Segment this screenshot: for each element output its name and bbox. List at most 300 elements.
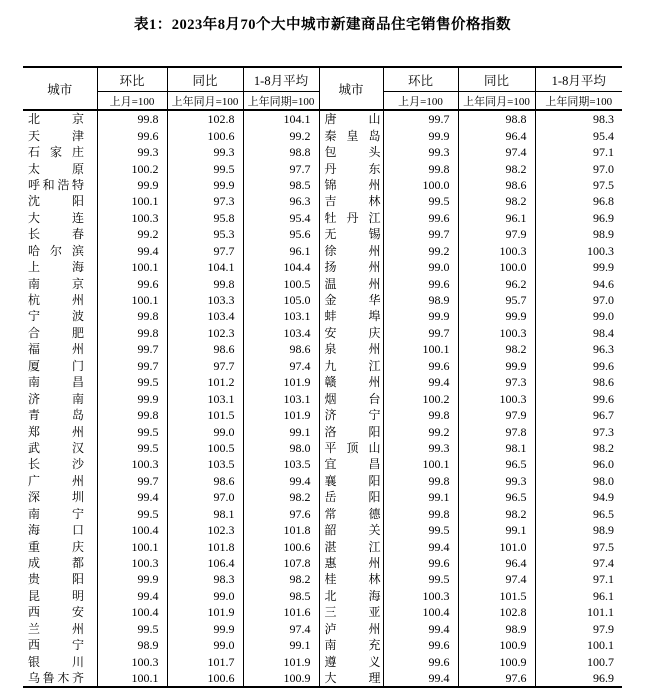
city-cell	[319, 226, 383, 242]
city-cell	[23, 653, 97, 669]
city-cell	[23, 670, 97, 687]
city-name: 贵 阳	[28, 572, 84, 587]
header-avg-base-right: 上年同期=100	[535, 92, 622, 111]
city-cell	[319, 308, 383, 324]
city-cell	[23, 637, 97, 653]
city-name: 大 连	[28, 210, 84, 225]
city-cell	[319, 341, 383, 357]
city-name: 唐 山	[324, 112, 381, 127]
value-cell: 101.6	[243, 604, 319, 620]
value-cell: 101.8	[167, 538, 243, 554]
value-cell: 100.6	[167, 670, 243, 687]
city-name: 金 华	[324, 293, 381, 308]
value-cell: 99.9	[458, 358, 535, 374]
city-cell	[23, 571, 97, 587]
city-name: 大 理	[324, 671, 381, 686]
city-cell	[23, 144, 97, 160]
value-cell: 98.6	[458, 177, 535, 193]
city-cell	[319, 621, 383, 637]
city-name: 洛 阳	[324, 424, 381, 439]
value-cell: 98.9	[593, 523, 614, 538]
value-cell: 99.4	[383, 670, 458, 687]
value-cell: 99.6	[97, 275, 167, 291]
city-cell	[319, 440, 383, 456]
city-name: 锦 州	[324, 177, 381, 192]
value-cell: 99.2	[243, 127, 319, 143]
table-row	[23, 193, 622, 209]
value-cell: 99.4	[383, 374, 458, 390]
city-name: 丹 东	[324, 161, 381, 176]
city-cell	[319, 144, 383, 160]
city-cell	[23, 160, 97, 176]
city-name: 湛 江	[324, 539, 381, 554]
city-name: 合 肥	[28, 325, 84, 340]
value-cell: 101.7	[167, 653, 243, 669]
table-row	[23, 243, 622, 259]
city-cell	[319, 571, 383, 587]
header-city-right: 城市	[319, 67, 383, 110]
value-cell: 99.8	[167, 275, 243, 291]
value-cell: 98.9	[593, 227, 614, 242]
value-cell: 101.9	[167, 604, 243, 620]
value-cell: 100.3	[97, 555, 167, 571]
city-cell	[319, 555, 383, 571]
table-row	[23, 325, 622, 341]
city-cell	[319, 210, 383, 226]
city-cell	[319, 538, 383, 554]
value-cell: 99.7	[97, 341, 167, 357]
value-cell: 100.3	[458, 243, 535, 259]
city-name: 徐 州	[324, 243, 381, 258]
value-cell: 99.9	[97, 571, 167, 587]
value-cell: 97.5	[593, 177, 614, 192]
value-cell: 100.1	[97, 259, 167, 275]
value-cell: 102.8	[458, 604, 535, 620]
city-name: 海 口	[28, 523, 84, 538]
city-cell	[319, 374, 383, 390]
city-name: 岳 阳	[324, 490, 381, 505]
table-row	[23, 506, 622, 522]
city-cell	[319, 473, 383, 489]
value-cell: 97.4	[243, 621, 319, 637]
value-cell: 100.4	[97, 522, 167, 538]
value-cell: 100.5	[167, 440, 243, 456]
value-cell: 97.0	[167, 489, 243, 505]
value-cell: 98.9	[97, 637, 167, 653]
value-cell: 100.2	[383, 390, 458, 406]
table-row	[23, 160, 622, 176]
value-cell: 99.6	[593, 358, 614, 373]
table-row	[23, 110, 622, 127]
city-name: 温 州	[324, 276, 381, 291]
city-name: 沈 阳	[28, 194, 84, 209]
value-cell: 100.4	[383, 604, 458, 620]
city-cell	[319, 522, 383, 538]
city-name: 广 州	[28, 473, 84, 488]
table-row	[23, 473, 622, 489]
value-cell: 99.8	[97, 407, 167, 423]
value-cell: 99.4	[243, 473, 319, 489]
value-cell: 99.5	[97, 374, 167, 390]
city-cell	[319, 275, 383, 291]
value-cell: 97.1	[593, 572, 614, 587]
value-cell: 99.4	[383, 621, 458, 637]
value-cell: 103.5	[167, 456, 243, 472]
table-row	[23, 456, 622, 472]
value-cell: 97.9	[593, 621, 614, 636]
city-cell	[23, 341, 97, 357]
city-cell	[319, 506, 383, 522]
city-name: 桂 林	[324, 572, 381, 587]
value-cell: 97.1	[593, 145, 614, 160]
value-cell: 99.0	[593, 309, 614, 324]
city-cell	[23, 407, 97, 423]
header-mom-base-right: 上月=100	[383, 92, 458, 111]
value-cell: 100.1	[383, 341, 458, 357]
table-row	[23, 588, 622, 604]
value-cell: 98.3	[593, 112, 614, 127]
value-cell: 99.9	[593, 260, 614, 275]
city-cell	[23, 325, 97, 341]
header-avg-left: 1-8月平均	[243, 67, 319, 92]
city-cell	[319, 637, 383, 653]
city-name: 武 汉	[28, 440, 84, 455]
value-cell: 99.5	[97, 506, 167, 522]
value-cell: 100.3	[383, 588, 458, 604]
city-cell	[23, 604, 97, 620]
value-cell: 98.0	[243, 440, 319, 456]
price-index-table	[23, 66, 622, 688]
city-cell	[23, 621, 97, 637]
value-cell: 103.3	[167, 292, 243, 308]
value-cell: 99.9	[97, 390, 167, 406]
city-name: 无 锡	[324, 227, 381, 242]
city-name: 赣 州	[324, 375, 381, 390]
city-name: 宁 波	[28, 309, 84, 324]
value-cell: 103.1	[243, 308, 319, 324]
value-cell: 106.4	[167, 555, 243, 571]
city-name: 秦 皇 岛	[324, 128, 381, 143]
header-avg-right: 1-8月平均	[535, 67, 622, 92]
value-cell: 101.0	[458, 538, 535, 554]
city-cell	[23, 588, 97, 604]
value-cell: 99.0	[383, 259, 458, 275]
value-cell: 99.0	[167, 588, 243, 604]
value-cell: 98.1	[458, 440, 535, 456]
city-name: 北 海	[324, 588, 381, 603]
value-cell: 100.9	[243, 670, 319, 687]
value-cell: 100.3	[458, 325, 535, 341]
table-row	[23, 571, 622, 587]
value-cell: 97.7	[167, 358, 243, 374]
table-row	[23, 292, 622, 308]
value-cell: 97.4	[458, 571, 535, 587]
city-cell	[319, 177, 383, 193]
value-cell: 99.9	[383, 127, 458, 143]
table-row	[23, 407, 622, 423]
table-row	[23, 489, 622, 505]
value-cell: 96.4	[458, 555, 535, 571]
table-title: 表1：2023年8月70个大中城市新建商品住宅销售价格指数	[134, 17, 511, 33]
city-name: 扬 州	[324, 260, 381, 275]
value-cell: 99.1	[243, 423, 319, 439]
city-cell	[319, 127, 383, 143]
value-cell: 99.5	[97, 423, 167, 439]
city-name: 青 岛	[28, 408, 84, 423]
value-cell: 99.4	[383, 538, 458, 554]
table-header	[23, 67, 622, 110]
value-cell: 96.1	[593, 588, 614, 603]
city-name: 昆 明	[28, 588, 84, 603]
city-cell	[319, 407, 383, 423]
value-cell: 97.6	[458, 670, 535, 687]
header-row-groups	[23, 67, 622, 92]
value-cell: 100.9	[458, 653, 535, 669]
header-mom-base-left: 上月=100	[97, 92, 167, 111]
value-cell: 96.4	[458, 127, 535, 143]
city-cell	[23, 110, 97, 127]
city-name: 惠 州	[324, 556, 381, 571]
value-cell: 98.3	[167, 571, 243, 587]
city-name: 长 沙	[28, 457, 84, 472]
value-cell: 100.6	[243, 538, 319, 554]
city-cell	[319, 358, 383, 374]
city-cell	[23, 243, 97, 259]
value-cell: 99.9	[97, 177, 167, 193]
city-cell	[319, 193, 383, 209]
city-cell	[23, 456, 97, 472]
city-name: 蚌 埠	[324, 309, 381, 324]
value-cell: 100.1	[97, 538, 167, 554]
value-cell: 99.5	[167, 160, 243, 176]
value-cell: 101.9	[243, 374, 319, 390]
header-yoy-left: 同比	[167, 67, 243, 92]
table-row	[23, 522, 622, 538]
value-cell: 99.9	[167, 621, 243, 637]
city-cell	[319, 489, 383, 505]
city-cell	[319, 670, 383, 687]
value-cell: 97.6	[243, 506, 319, 522]
value-cell: 96.3	[243, 193, 319, 209]
value-cell: 98.9	[383, 292, 458, 308]
table-row	[23, 555, 622, 571]
city-cell	[319, 604, 383, 620]
value-cell: 101.2	[167, 374, 243, 390]
city-cell	[319, 110, 383, 127]
city-name: 成 都	[28, 556, 84, 571]
header-city-left: 城市	[23, 67, 97, 110]
table-row	[23, 259, 622, 275]
value-cell: 97.7	[243, 160, 319, 176]
value-cell: 96.9	[593, 210, 614, 225]
city-name: 兰 州	[28, 621, 84, 636]
value-cell: 95.4	[593, 128, 614, 143]
value-cell: 98.2	[458, 160, 535, 176]
value-cell: 98.8	[243, 144, 319, 160]
value-cell: 98.6	[593, 375, 614, 390]
value-cell: 99.0	[167, 637, 243, 653]
header-yoy-base-right: 上年同月=100	[458, 92, 535, 111]
city-name: 北 京	[28, 112, 84, 127]
city-name: 呼 和 浩 特	[28, 177, 84, 192]
table-row	[23, 308, 622, 324]
city-cell	[319, 423, 383, 439]
value-cell: 95.7	[458, 292, 535, 308]
value-cell: 98.2	[458, 506, 535, 522]
value-cell: 99.8	[97, 308, 167, 324]
value-cell: 102.3	[167, 522, 243, 538]
table-row	[23, 374, 622, 390]
city-name: 韶 关	[324, 523, 381, 538]
city-cell	[23, 555, 97, 571]
value-cell: 99.1	[458, 522, 535, 538]
value-cell: 96.5	[458, 489, 535, 505]
value-cell: 99.0	[167, 423, 243, 439]
value-cell: 105.0	[243, 292, 319, 308]
value-cell: 100.1	[97, 292, 167, 308]
value-cell: 99.3	[458, 473, 535, 489]
table-row	[23, 144, 622, 160]
table-row	[23, 210, 622, 226]
value-cell: 98.4	[593, 325, 614, 340]
value-cell: 104.1	[167, 259, 243, 275]
value-cell: 95.4	[243, 210, 319, 226]
value-cell: 97.9	[458, 226, 535, 242]
value-cell: 98.2	[243, 571, 319, 587]
value-cell: 98.1	[167, 506, 243, 522]
value-cell: 99.5	[97, 621, 167, 637]
value-cell: 97.4	[593, 556, 614, 571]
city-name: 南 昌	[28, 375, 84, 390]
city-cell	[319, 160, 383, 176]
city-cell	[23, 259, 97, 275]
value-cell: 99.5	[97, 440, 167, 456]
city-name: 长 春	[28, 227, 84, 242]
city-cell	[319, 588, 383, 604]
table-row	[23, 604, 622, 620]
city-cell	[319, 259, 383, 275]
value-cell: 99.3	[167, 144, 243, 160]
city-cell	[319, 653, 383, 669]
value-cell: 98.6	[167, 473, 243, 489]
city-name: 烟 台	[324, 391, 381, 406]
city-name: 杭 州	[28, 293, 84, 308]
city-cell	[319, 325, 383, 341]
value-cell: 97.0	[593, 293, 614, 308]
value-cell: 104.1	[243, 110, 319, 127]
value-cell: 99.6	[383, 358, 458, 374]
value-cell: 99.1	[383, 489, 458, 505]
value-cell: 100.1	[97, 670, 167, 687]
city-cell	[23, 127, 97, 143]
value-cell: 107.8	[243, 555, 319, 571]
value-cell: 97.9	[458, 407, 535, 423]
city-name: 济 南	[28, 391, 84, 406]
city-name: 西 宁	[28, 638, 84, 653]
value-cell: 100.5	[243, 275, 319, 291]
table-row	[23, 390, 622, 406]
city-cell	[23, 308, 97, 324]
value-cell: 96.7	[593, 408, 614, 423]
city-cell	[319, 390, 383, 406]
table-row	[23, 670, 622, 687]
value-cell: 100.3	[97, 456, 167, 472]
value-cell: 100.0	[458, 259, 535, 275]
city-name: 牡 丹 江	[324, 210, 381, 225]
value-cell: 102.8	[167, 110, 243, 127]
city-cell	[23, 522, 97, 538]
value-cell: 99.6	[383, 653, 458, 669]
value-cell: 99.5	[383, 193, 458, 209]
city-cell	[23, 423, 97, 439]
table-row	[23, 653, 622, 669]
city-name: 襄 阳	[324, 473, 381, 488]
value-cell: 97.8	[458, 423, 535, 439]
value-cell: 103.1	[167, 390, 243, 406]
value-cell: 99.1	[243, 637, 319, 653]
table-row	[23, 275, 622, 291]
city-cell	[23, 226, 97, 242]
value-cell: 99.3	[97, 144, 167, 160]
city-cell	[319, 456, 383, 472]
value-cell: 97.5	[593, 539, 614, 554]
value-cell: 99.8	[383, 160, 458, 176]
city-name: 泸 州	[324, 621, 381, 636]
city-name: 福 州	[28, 342, 84, 357]
header-yoy-base-left: 上年同月=100	[167, 92, 243, 111]
city-name: 平 顶 山	[324, 440, 381, 455]
value-cell: 99.7	[383, 226, 458, 242]
city-name: 九 江	[324, 358, 381, 373]
table-row	[23, 538, 622, 554]
value-cell: 98.0	[593, 473, 614, 488]
value-cell: 99.2	[383, 243, 458, 259]
city-cell	[23, 292, 97, 308]
city-name: 南 京	[28, 276, 84, 291]
city-name: 包 头	[324, 145, 381, 160]
value-cell: 100.3	[97, 653, 167, 669]
value-cell: 94.9	[593, 490, 614, 505]
value-cell: 103.5	[243, 456, 319, 472]
value-cell: 95.8	[167, 210, 243, 226]
city-cell	[23, 193, 97, 209]
value-cell: 99.7	[97, 358, 167, 374]
value-cell: 99.5	[383, 522, 458, 538]
value-cell: 100.9	[458, 637, 535, 653]
city-cell	[23, 473, 97, 489]
city-name: 西 安	[28, 605, 84, 620]
city-cell	[23, 538, 97, 554]
value-cell: 100.1	[97, 193, 167, 209]
value-cell: 99.7	[383, 325, 458, 341]
city-cell	[23, 489, 97, 505]
value-cell: 98.9	[458, 621, 535, 637]
value-cell: 99.3	[383, 144, 458, 160]
value-cell: 100.3	[458, 390, 535, 406]
value-cell: 97.4	[458, 144, 535, 160]
value-cell: 98.6	[167, 341, 243, 357]
value-cell: 96.1	[458, 210, 535, 226]
value-cell: 96.9	[593, 671, 614, 686]
value-cell: 99.8	[97, 325, 167, 341]
city-name: 天 津	[28, 128, 84, 143]
value-cell: 99.6	[593, 391, 614, 406]
value-cell: 101.9	[243, 407, 319, 423]
table-row	[23, 226, 622, 242]
city-name: 南 充	[324, 638, 381, 653]
value-cell: 99.6	[383, 275, 458, 291]
value-cell: 96.8	[593, 194, 614, 209]
